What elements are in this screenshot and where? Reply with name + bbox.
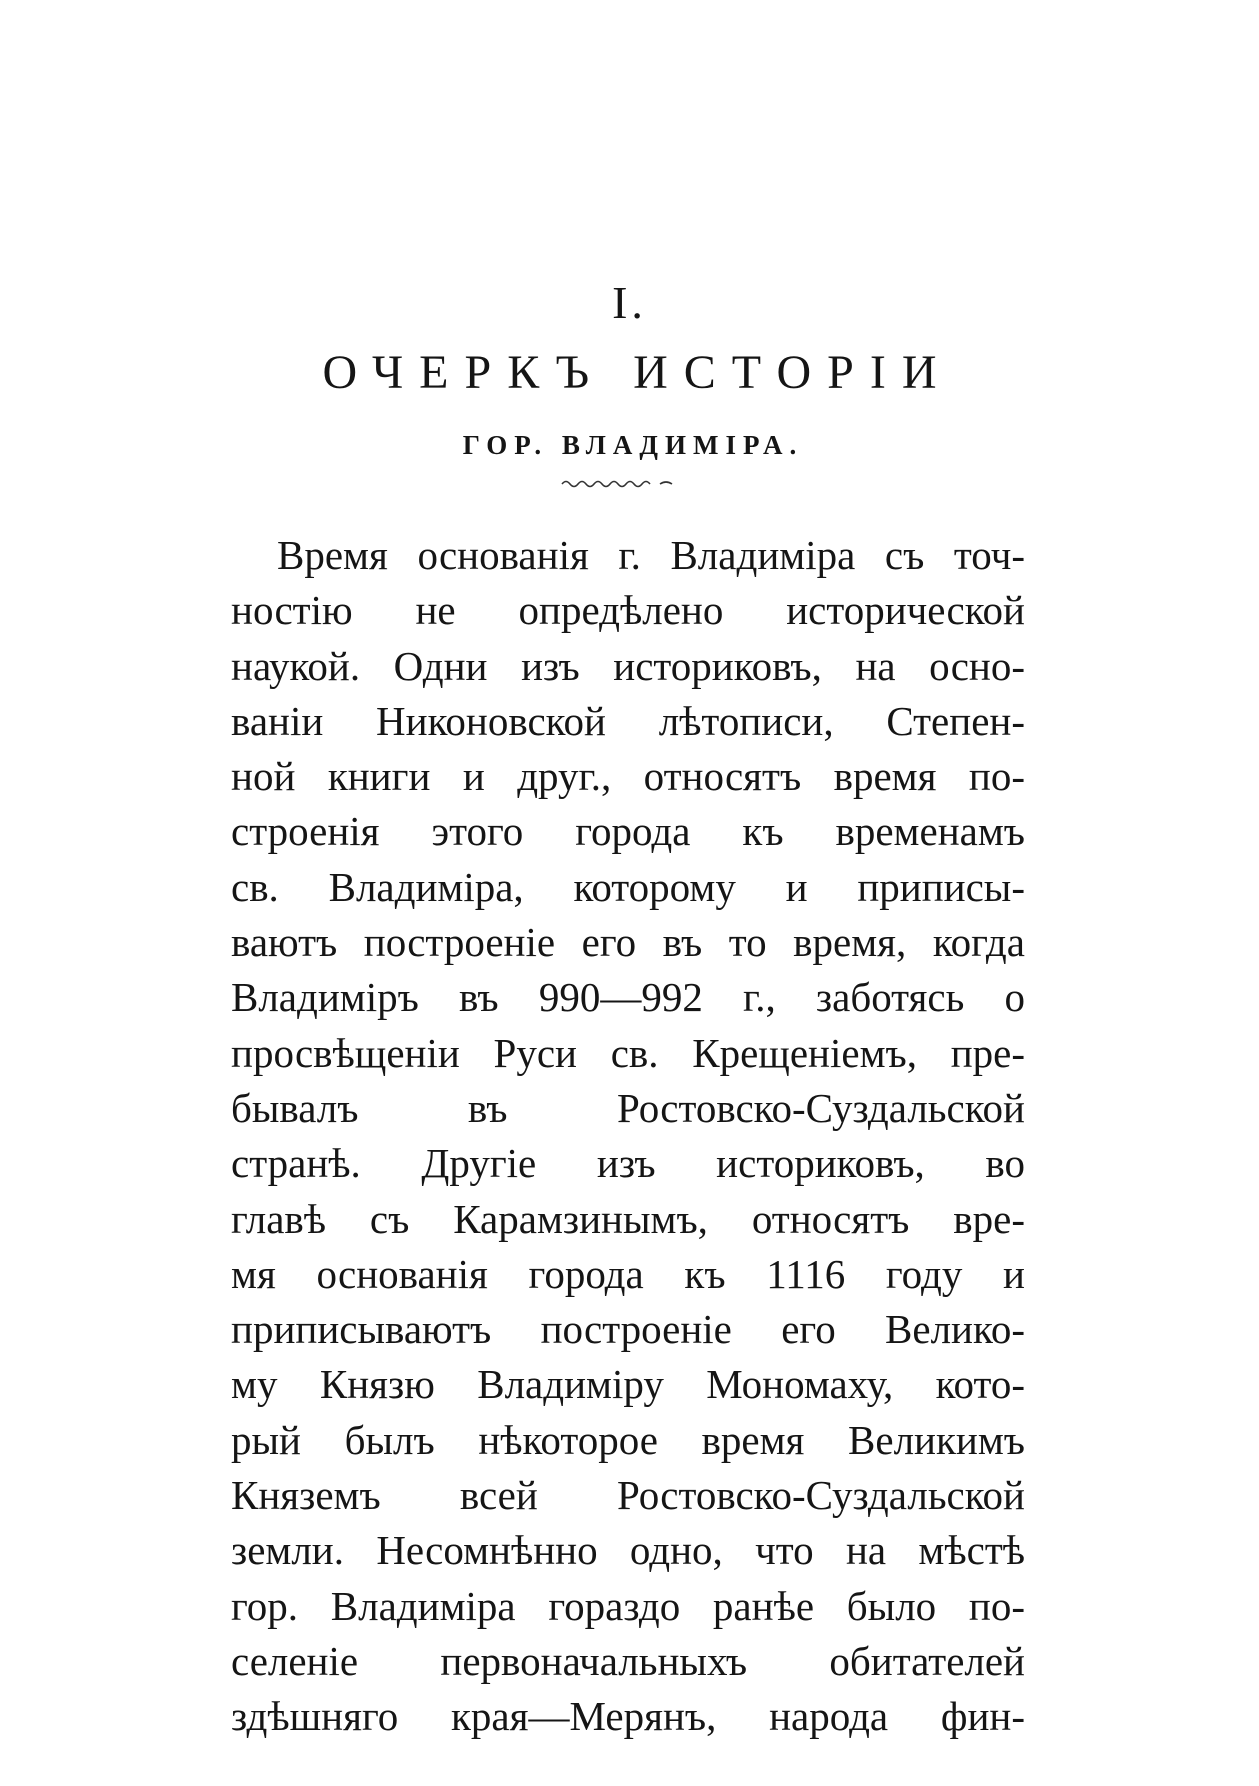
text-line: селеніе первоначальныхъ обитателей <box>231 1637 1025 1684</box>
chapter-title: ОЧЕРКЪ ИСТОРІИ <box>322 346 953 399</box>
text-line: ностію не опредѣлено исторической <box>231 587 1025 634</box>
ornament-divider-icon <box>560 476 680 490</box>
body-paragraph <box>231 528 1025 1745</box>
text-line: земли. Несомнѣнно одно, что на мѣстѣ <box>231 1527 1025 1574</box>
text-line: просвѣщеніи Руси св. Крещеніемъ, пре- <box>231 1029 1025 1076</box>
text-line: ной книги и друг., относятъ время по- <box>231 753 1025 800</box>
chapter-number: I. <box>612 277 647 328</box>
text-line: св. Владиміра, которому и приписы- <box>231 863 1025 910</box>
text-line: бывалъ въ Ростовско-Суздальской <box>231 1084 1025 1131</box>
text-line: рый былъ нѣкоторое время Великимъ <box>231 1416 1025 1463</box>
text-line: Владиміръ въ 990—992 г., заботясь о <box>231 974 1025 1021</box>
text-line: здѣшняго края—Мерянъ, народа фин- <box>231 1693 1025 1740</box>
text-line: Княземъ всей Ростовско-Суздальской <box>231 1472 1025 1519</box>
text-line: гор. Владиміра гораздо ранѣе было по- <box>231 1582 1025 1629</box>
text-line: строенія этого города къ временамъ <box>231 808 1025 855</box>
text-line: ваютъ построеніе его въ то время, когда <box>231 919 1025 966</box>
text-line: наукой. Одни изъ историковъ, на осно- <box>231 642 1025 689</box>
chapter-subtitle: ГОР. ВЛАДИМІРА. <box>462 430 804 460</box>
text-line: странѣ. Другіе изъ историковъ, во <box>231 1140 1025 1187</box>
text-line: му Князю Владиміру Мономаху, кото- <box>231 1361 1025 1408</box>
text-line: главѣ съ Карамзинымъ, относятъ вре- <box>231 1195 1025 1242</box>
text-line: мя основанія города къ 1116 году и <box>231 1250 1025 1297</box>
text-line: Время основанія г. Владиміра съ точ- <box>277 532 1025 578</box>
text-line: ваніи Никоновской лѣтописи, Степен- <box>231 697 1025 744</box>
text-line: приписываютъ построеніе его Велико- <box>231 1306 1025 1353</box>
